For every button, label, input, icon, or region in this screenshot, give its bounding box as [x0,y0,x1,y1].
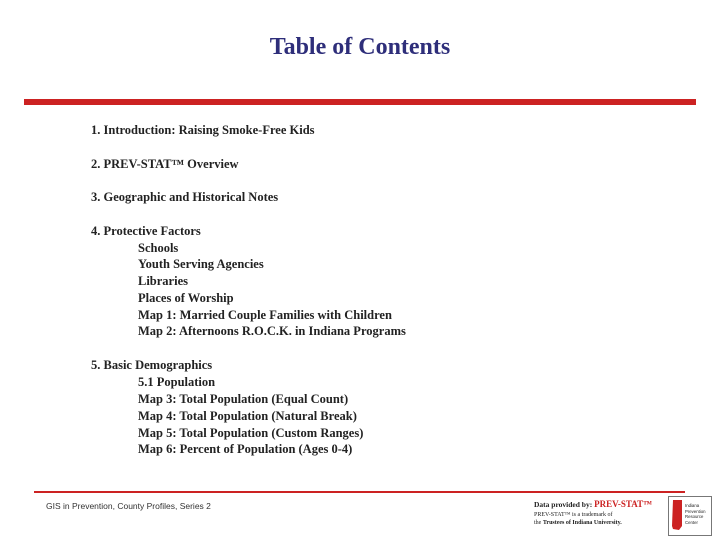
toc-subitem-libraries: Libraries [138,274,188,289]
logo-line: Prevention [685,508,706,514]
top-divider [24,99,696,105]
toc-subitem-map-6: Map 6: Percent of Population (Ages 0-4) [138,442,353,457]
page-title: Table of Contents [269,34,451,60]
toc-subitem-map-2: Map 2: Afternoons R.O.C.K. in Indiana Programs [138,324,406,339]
logo-line: Indiana [685,503,700,508]
footer-credit-line [534,498,674,511]
indiana-state-icon [672,500,683,530]
toc-item-introduction: 1. Introduction: Raising Smoke-Free Kids [91,123,315,137]
trademark-line-1: PREV-STAT™ is a trademark of [534,512,613,518]
logo-text [685,503,710,525]
table-of-contents [91,122,651,458]
trademark-line-2 [534,519,674,527]
toc-subitem-youth-agencies: Youth Serving Agencies [138,257,264,272]
trademark-prefix: the [534,520,542,526]
toc-item-protective-factors: 4. Protective Factors [91,223,201,238]
provided-by-label: Data provided by: [534,500,593,509]
toc-subitem-schools: Schools [138,240,179,255]
toc-subitem-population: 5.1 Population [138,375,216,390]
logo-line: Resource [685,514,704,519]
bottom-divider [34,491,685,493]
logo-line: Center [685,519,698,525]
toc-subitem-map-1: Map 1: Married Couple Families with Children [138,307,392,322]
toc-item-geographic-notes: 3. Geographic and Historical Notes [91,190,279,204]
toc-item-overview: 2. PREV-STAT™ Overview [91,156,239,171]
prevention-center-logo [668,496,712,536]
toc-subitem-map-4: Map 4: Total Population (Natural Break) [138,408,357,423]
toc-subitem-places-of-worship: Places of Worship [138,290,234,305]
brand-name: PREV-STAT™ [594,499,653,509]
footer-series-label: GIS in Prevention, County Profiles, Series 2 [46,501,211,511]
footer-credit [534,498,674,527]
toc-item-basic-demographics: 5. Basic Demographics [91,358,213,373]
toc-subitem-map-3: Map 3: Total Population (Equal Count) [138,392,349,407]
trademark-owner: Trustees of Indiana University. [542,520,622,526]
toc-subitem-map-5: Map 5: Total Population (Custom Ranges) [138,425,364,440]
